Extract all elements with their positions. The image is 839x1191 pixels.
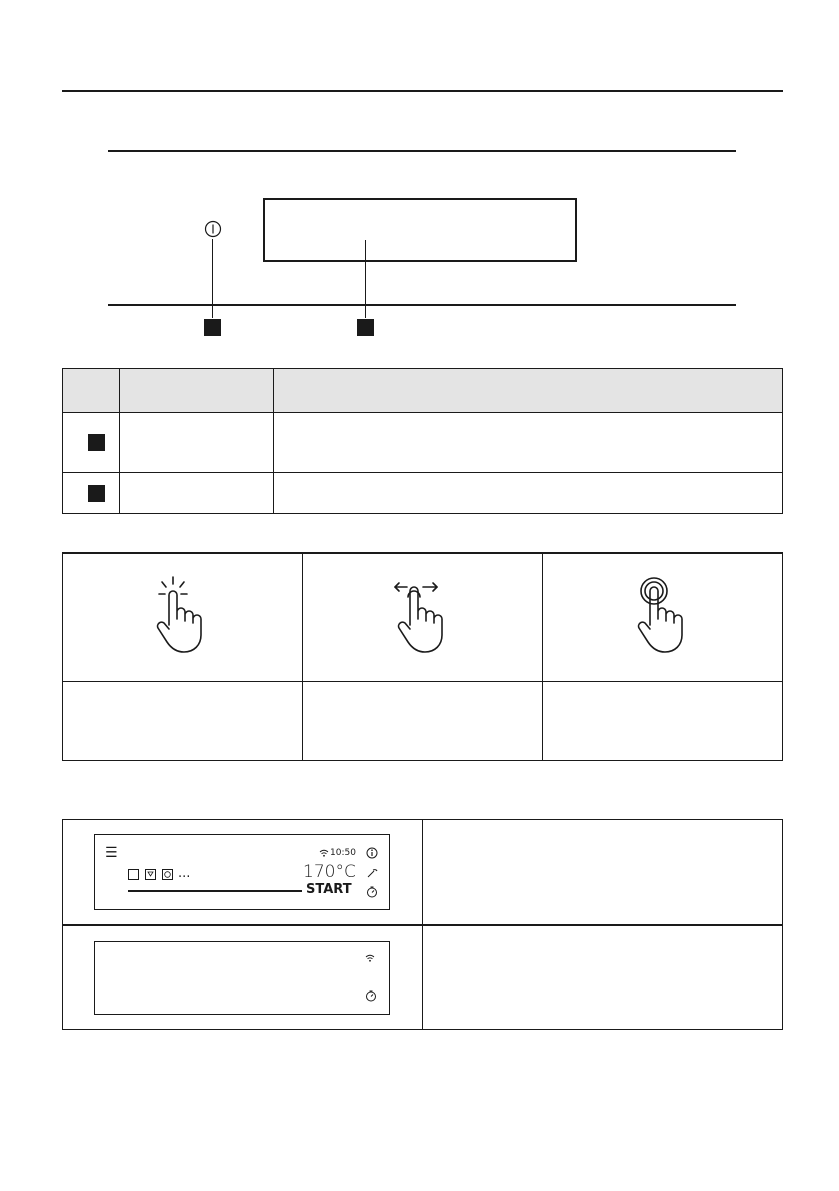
display-preview-cell (63, 925, 423, 1030)
tap-gesture-icon (153, 575, 213, 655)
start-label: START (306, 882, 352, 897)
row-function (120, 473, 274, 514)
gesture-description-row (63, 682, 783, 761)
display-table (62, 819, 783, 1030)
food-sensor-icon (366, 867, 378, 879)
header-function (120, 369, 274, 413)
display-screen-standby (94, 941, 390, 1015)
display-description (423, 925, 783, 1030)
progress-bar (128, 890, 302, 892)
gesture-description (543, 682, 783, 761)
gesture-cell-tap (63, 553, 303, 682)
panel-top-edge (108, 150, 736, 152)
more-modes-ellipsis: ... (178, 866, 191, 881)
steam-mode-icon (162, 869, 173, 880)
row-description (274, 413, 783, 473)
callout-marker-2 (357, 319, 374, 336)
timer-icon (366, 886, 378, 898)
power-callout-line (212, 239, 213, 318)
info-icon (366, 847, 378, 859)
temperature-readout: 170°C (303, 862, 356, 882)
controls-table-header (63, 369, 783, 413)
row-marker-1 (88, 434, 105, 451)
swipe-gesture-icon (393, 575, 453, 655)
row-function (120, 413, 274, 473)
clock-time: 10:50 (330, 848, 356, 858)
menu-icon: ☰ (105, 845, 118, 861)
wifi-icon (365, 954, 375, 962)
display-callout-line (365, 240, 366, 318)
fan-heating-icon (145, 869, 156, 880)
gesture-table (62, 552, 783, 761)
gesture-cell-swipe (303, 553, 543, 682)
timer-icon (365, 990, 377, 1002)
gesture-cell-hold (543, 553, 783, 682)
conventional-heating-icon (128, 869, 139, 880)
panel-display-frame (263, 198, 577, 262)
table-row (63, 925, 783, 1030)
touch-and-hold-gesture-icon (633, 575, 693, 655)
display-description (423, 820, 783, 926)
row-marker-2 (88, 485, 105, 502)
panel-bottom-edge (108, 304, 736, 306)
wifi-icon (319, 849, 329, 857)
header-description (274, 369, 783, 413)
gesture-description (303, 682, 543, 761)
table-row (63, 820, 783, 926)
row-description (274, 473, 783, 514)
display-screen-main (94, 834, 390, 910)
page-top-rule (62, 90, 783, 92)
power-icon (203, 219, 223, 239)
row-marker-cell (63, 473, 120, 514)
gesture-description (63, 682, 303, 761)
row-marker-cell (63, 413, 120, 473)
table-row (63, 473, 783, 514)
callout-marker-1 (204, 319, 221, 336)
table-row (63, 413, 783, 473)
display-preview-cell (63, 820, 423, 926)
controls-table (62, 368, 783, 514)
gesture-icon-row (63, 553, 783, 682)
header-number (63, 369, 120, 413)
